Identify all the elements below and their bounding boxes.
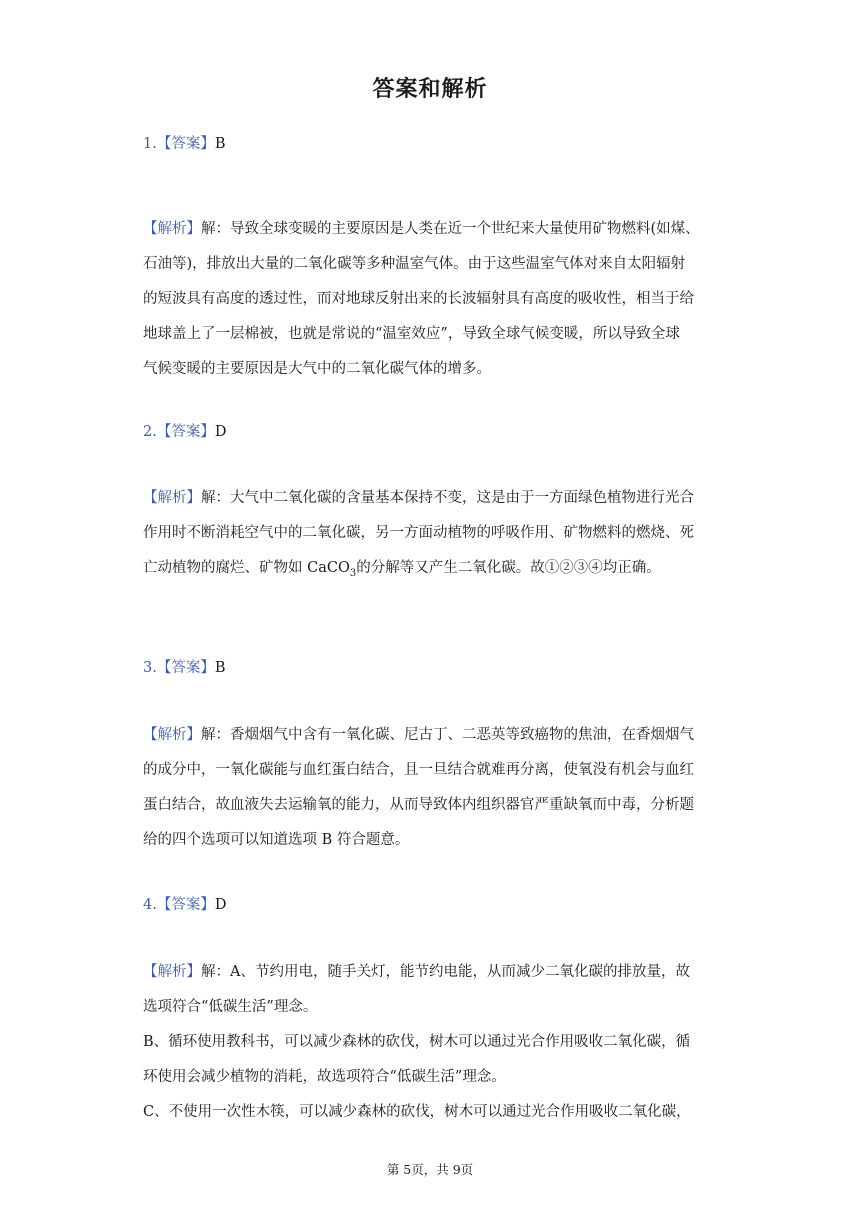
analysis-paragraph-4 — [143, 955, 723, 1130]
analysis-tag: 【解析】 — [143, 964, 201, 980]
analysis-tag: 【解析】 — [143, 221, 201, 237]
analysis-text: 亡动植物的腐烂、矿物如 CaCO — [143, 560, 350, 576]
analysis-line: 地球盖上了一层棉被，也就是常说的“温室效应”，导致全球气候变暖，所以导致全球 — [143, 326, 680, 342]
analysis-text: 解：A、节约用电，随手关灯，能节约电能，从而减少二氧化碳的排放量，故 — [201, 964, 690, 980]
analysis-tag: 【解析】 — [143, 490, 201, 506]
analysis-line — [143, 718, 723, 753]
analysis-text: 解：大气中二氧化碳的含量基本保持不变，这是由于一方面绿色植物进行光合 — [201, 490, 694, 506]
analysis-paragraph-2 — [143, 481, 723, 586]
analysis-line: 的短波具有高度的透过性，而对地球反射出来的长波辐射具有高度的吸收性，相当于给 — [143, 291, 694, 307]
analysis-line: 环使用会减少植物的消耗，故选项符合“低碳生活”理念。 — [143, 1069, 506, 1085]
analysis-line: C、不使用一次性木筷，可以减少森林的砍伐，树木可以通过光合作用吸收二氧化碳， — [143, 1104, 691, 1120]
analysis-text: 解：导致全球变暖的主要原因是人类在近一个世纪来大量使用矿物燃料(如煤、 — [201, 221, 700, 237]
analysis-line — [143, 551, 723, 586]
answer-tag: 【答案】 — [156, 660, 215, 676]
analysis-paragraph-3 — [143, 718, 723, 858]
subscript: 3 — [349, 567, 357, 579]
answer-value: B — [214, 136, 226, 152]
analysis-text: 的分解等又产生二氧化碳。故①②③④均正确。 — [356, 560, 661, 576]
analysis-line: 给的四个选项可以知道选项 B 符合题意。 — [143, 832, 410, 848]
analysis-line — [143, 481, 723, 516]
analysis-text: 解：香烟烟气中含有一氧化碳、尼古丁、二恶英等致癌物的焦油，在香烟烟气 — [201, 727, 694, 743]
analysis-line: 气候变暖的主要原因是大气中的二氧化碳气体的增多。 — [143, 361, 491, 377]
answer-value: B — [214, 660, 226, 676]
answer-value: D — [214, 424, 227, 440]
answer-line-3 — [143, 651, 723, 686]
question-number: 3. — [143, 660, 157, 676]
analysis-tag: 【解析】 — [143, 727, 201, 743]
analysis-line: B、循环使用教科书，可以减少森林的砍伐，树木可以通过光合作用吸收二氧化碳，循 — [143, 1034, 691, 1050]
answer-line-2 — [143, 415, 723, 450]
answer-line-1 — [143, 127, 723, 162]
answer-tag: 【答案】 — [156, 897, 215, 913]
question-number: 2. — [143, 424, 157, 440]
analysis-line: 作用时不断消耗空气中的二氧化碳，另一方面动植物的呼吸作用、矿物燃料的燃烧、死 — [143, 525, 694, 541]
analysis-paragraph-1 — [143, 212, 723, 387]
analysis-line: 石油等)，排放出大量的二氧化碳等多种温室气体。由于这些温室气体对来自太阳辐射 — [143, 256, 686, 272]
analysis-line: 蛋白结合，故血液失去运输氧的能力，从而导致体内组织器官严重缺氧而中毒，分析题 — [143, 797, 694, 813]
analysis-line: 的成分中，一氧化碳能与血红蛋白结合，且一旦结合就难再分离，使氧没有机会与血红 — [143, 762, 694, 778]
analysis-line — [143, 212, 723, 247]
analysis-line — [143, 955, 723, 990]
page-footer: 第 5页，共 9页 — [386, 1162, 474, 1177]
answer-line-4 — [143, 888, 723, 923]
question-number: 4. — [143, 897, 157, 913]
answer-value: D — [214, 897, 227, 913]
question-number: 1. — [143, 136, 157, 152]
analysis-line: 选项符合“低碳生活”理念。 — [143, 999, 318, 1015]
page-title: 答案和解析 — [372, 76, 488, 102]
answer-tag: 【答案】 — [156, 424, 215, 440]
answer-tag: 【答案】 — [156, 136, 215, 152]
